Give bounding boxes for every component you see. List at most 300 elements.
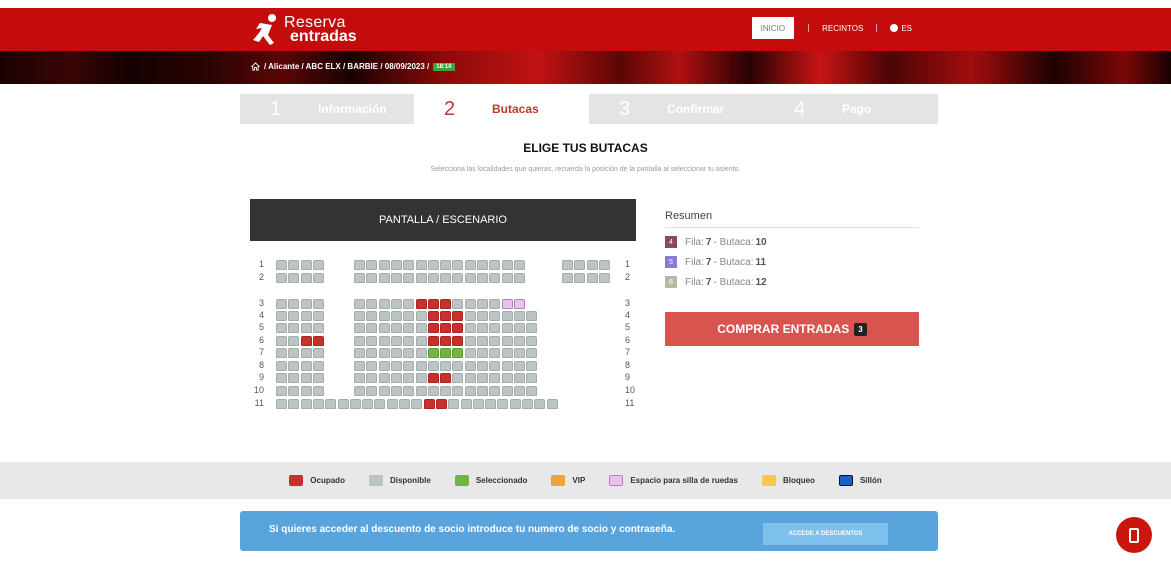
available-seat[interactable] (379, 361, 390, 371)
available-seat[interactable] (416, 348, 427, 358)
available-seat[interactable] (514, 273, 525, 283)
available-seat[interactable] (477, 373, 488, 383)
butaca-value: 10 (755, 236, 767, 248)
step-informacion[interactable] (240, 94, 414, 124)
available-seat[interactable] (514, 348, 525, 358)
page-title: ELIGE TUS BUTACAS (523, 141, 648, 155)
fila-label: Fila: (685, 256, 704, 268)
available-seat[interactable] (391, 299, 402, 309)
available-seat[interactable] (562, 273, 573, 283)
row-label-left: 9 (258, 372, 264, 382)
available-seat[interactable] (403, 260, 414, 270)
ticket-count-badge: 3 (854, 323, 866, 336)
page-subtitle: Selecciona las localidades que quieras, recuerda la posición de la pantalla al seleccionar tu asiento. (430, 166, 741, 173)
available-seat[interactable] (465, 299, 476, 309)
row-label-left: 1 (258, 259, 264, 269)
available-seat[interactable] (489, 260, 500, 270)
available-seat[interactable] (354, 386, 365, 396)
available-seat[interactable] (379, 311, 390, 321)
available-seat[interactable] (301, 323, 312, 333)
available-seat[interactable] (502, 323, 513, 333)
available-seat[interactable] (510, 399, 521, 409)
available-seat[interactable] (313, 323, 324, 333)
row-label-right: 11 (625, 398, 635, 408)
legend-label: Seleccionado (475, 476, 528, 485)
available-seat[interactable] (301, 311, 312, 321)
available-seat[interactable] (288, 348, 299, 358)
available-seat[interactable] (354, 336, 365, 346)
available-seat[interactable] (477, 386, 488, 396)
phone-icon (1129, 528, 1139, 543)
available-seat[interactable] (587, 273, 598, 283)
available-seat[interactable] (379, 323, 390, 333)
available-seat[interactable] (366, 361, 377, 371)
available-seat[interactable] (288, 323, 299, 333)
available-seat[interactable] (416, 311, 427, 321)
nav-language[interactable] (881, 17, 921, 39)
available-seat[interactable] (526, 373, 537, 383)
butaca-label: - Butaca: (713, 236, 754, 248)
nav-inicio[interactable]: INICIO (752, 17, 794, 39)
available-seat[interactable] (354, 323, 365, 333)
available-seat[interactable] (448, 399, 459, 409)
breadcrumb-banner (0, 51, 1171, 84)
available-seat[interactable] (354, 361, 365, 371)
legend-item-vip (551, 475, 585, 486)
available-seat[interactable] (477, 299, 488, 309)
available-seat[interactable] (502, 336, 513, 346)
available-seat[interactable] (526, 348, 537, 358)
available-seat[interactable] (514, 373, 525, 383)
nav-separator (876, 24, 877, 32)
selected-seat[interactable] (428, 348, 439, 358)
occupied-seat (424, 399, 435, 409)
available-seat[interactable] (452, 299, 463, 309)
legend-item-ocupado (289, 475, 345, 486)
available-seat[interactable] (502, 373, 513, 383)
available-seat[interactable] (276, 323, 287, 333)
available-seat[interactable] (587, 260, 598, 270)
available-seat[interactable] (574, 260, 585, 270)
available-seat[interactable] (526, 311, 537, 321)
available-seat[interactable] (354, 311, 365, 321)
available-seat[interactable] (489, 336, 500, 346)
buy-tickets-button[interactable] (665, 312, 919, 346)
available-seat[interactable] (477, 323, 488, 333)
available-seat[interactable] (288, 361, 299, 371)
member-discount-banner (240, 511, 938, 551)
available-seat[interactable] (477, 348, 488, 358)
available-seat[interactable] (514, 260, 525, 270)
available-seat[interactable] (276, 273, 287, 283)
available-seat[interactable] (403, 348, 414, 358)
available-seat[interactable] (288, 336, 299, 346)
seat-tag: 5 (665, 256, 677, 268)
available-seat[interactable] (489, 323, 500, 333)
legend-label: Espacio para silla de ruedas (630, 476, 738, 485)
available-seat[interactable] (514, 311, 525, 321)
available-seat[interactable] (301, 373, 312, 383)
available-seat[interactable] (440, 273, 451, 283)
available-seat[interactable] (502, 386, 513, 396)
legend-item-seleccionado (455, 475, 528, 486)
occupied-seat (301, 336, 312, 346)
available-seat[interactable] (477, 361, 488, 371)
available-seat[interactable] (489, 348, 500, 358)
available-seat[interactable] (276, 399, 287, 409)
available-seat[interactable] (403, 386, 414, 396)
available-seat[interactable] (366, 386, 377, 396)
available-seat[interactable] (514, 323, 525, 333)
available-seat[interactable] (489, 373, 500, 383)
available-seat[interactable] (379, 273, 390, 283)
available-seat[interactable] (301, 361, 312, 371)
available-seat[interactable] (362, 399, 373, 409)
available-seat[interactable] (276, 386, 287, 396)
available-seat[interactable] (452, 373, 463, 383)
available-seat[interactable] (465, 311, 476, 321)
available-seat[interactable] (366, 323, 377, 333)
butaca-label: - Butaca: (713, 276, 754, 288)
top-nav (752, 16, 921, 40)
available-seat-icon (369, 475, 383, 486)
available-seat[interactable] (497, 399, 508, 409)
wheelchair-space-seat (514, 299, 525, 309)
available-seat[interactable] (502, 361, 513, 371)
available-seat[interactable] (547, 399, 558, 409)
available-seat[interactable] (391, 373, 402, 383)
available-seat[interactable] (276, 348, 287, 358)
occupied-seat (436, 399, 447, 409)
available-seat[interactable] (276, 311, 287, 321)
running-man-logo-icon (250, 13, 280, 47)
available-seat[interactable] (379, 348, 390, 358)
available-seat[interactable] (366, 260, 377, 270)
legend-label: Disponible (389, 476, 431, 485)
row-label-right: 6 (625, 335, 631, 345)
available-seat[interactable] (354, 273, 365, 283)
mobile-phone-button[interactable] (1116, 517, 1152, 553)
occupied-seat (428, 373, 439, 383)
available-seat[interactable] (428, 273, 439, 283)
step-pago[interactable] (764, 94, 938, 124)
available-seat[interactable] (379, 260, 390, 270)
available-seat[interactable] (452, 273, 463, 283)
site-logo[interactable] (250, 11, 357, 49)
butaca-value: 12 (755, 276, 767, 288)
occupied-seat (452, 311, 463, 321)
available-seat[interactable] (374, 399, 385, 409)
fila-value: 7 (705, 256, 712, 268)
available-seat[interactable] (391, 260, 402, 270)
available-seat[interactable] (403, 299, 414, 309)
available-seat[interactable] (313, 311, 324, 321)
available-seat[interactable] (485, 399, 496, 409)
session-time-badge: 18:10 (433, 63, 454, 71)
row-label-right: 9 (625, 372, 631, 382)
selected-seat[interactable] (452, 348, 463, 358)
available-seat[interactable] (288, 299, 299, 309)
available-seat[interactable] (477, 273, 488, 283)
available-seat[interactable] (288, 311, 299, 321)
available-seat[interactable] (526, 336, 537, 346)
available-seat[interactable] (354, 299, 365, 309)
available-seat[interactable] (391, 386, 402, 396)
row-label-left: 5 (258, 322, 264, 332)
available-seat[interactable] (452, 386, 463, 396)
available-seat[interactable] (489, 299, 500, 309)
available-seat[interactable] (502, 348, 513, 358)
available-seat[interactable] (379, 386, 390, 396)
available-seat[interactable] (301, 348, 312, 358)
available-seat[interactable] (473, 399, 484, 409)
logo-line2: entradas (290, 28, 357, 45)
available-seat[interactable] (354, 260, 365, 270)
available-seat[interactable] (416, 260, 427, 270)
legend-label: Ocupado (310, 476, 345, 485)
row-label-left: 8 (258, 360, 264, 370)
available-seat[interactable] (313, 348, 324, 358)
available-seat[interactable] (502, 260, 513, 270)
logo-line1: Reserva (284, 14, 346, 31)
access-discounts-button[interactable]: ACCEDE A DESCUENTOS (763, 523, 888, 545)
row-label-right: 7 (625, 347, 631, 357)
step-label: Información (318, 102, 387, 116)
row-label-right: 5 (625, 322, 631, 332)
available-seat[interactable] (288, 399, 299, 409)
available-seat[interactable] (366, 273, 377, 283)
wheelchair-icon (609, 475, 623, 486)
available-seat[interactable] (416, 323, 427, 333)
available-seat[interactable] (379, 336, 390, 346)
step-label: Confirmar (667, 102, 725, 116)
available-seat[interactable] (428, 361, 439, 371)
row-label-right: 3 (625, 298, 631, 308)
available-seat[interactable] (313, 399, 324, 409)
available-seat[interactable] (403, 361, 414, 371)
available-seat[interactable] (354, 348, 365, 358)
available-seat[interactable] (288, 386, 299, 396)
seat-legend (0, 462, 1171, 499)
occupied-seat (452, 336, 463, 346)
summary-item (665, 236, 919, 248)
nav-recintos[interactable]: RECINTOS (822, 23, 864, 33)
wheelchair-space-seat (502, 299, 513, 309)
available-seat[interactable] (366, 311, 377, 321)
available-seat[interactable] (354, 373, 365, 383)
available-seat[interactable] (391, 323, 402, 333)
available-seat[interactable] (440, 361, 451, 371)
legend-label: VIP (572, 476, 586, 485)
available-seat[interactable] (313, 386, 324, 396)
step-label: Pago (842, 102, 872, 116)
available-seat[interactable] (350, 399, 361, 409)
available-seat[interactable] (514, 336, 525, 346)
available-seat[interactable] (366, 373, 377, 383)
occupied-seat (428, 311, 439, 321)
available-seat[interactable] (366, 348, 377, 358)
available-seat[interactable] (276, 336, 287, 346)
site-header (0, 8, 1171, 51)
available-seat[interactable] (465, 386, 476, 396)
available-seat[interactable] (416, 373, 427, 383)
occupied-seat (452, 323, 463, 333)
available-seat[interactable] (440, 386, 451, 396)
available-seat[interactable] (465, 361, 476, 371)
available-seat[interactable] (416, 361, 427, 371)
available-seat[interactable] (391, 336, 402, 346)
available-seat[interactable] (399, 399, 410, 409)
available-seat[interactable] (403, 336, 414, 346)
available-seat[interactable] (416, 273, 427, 283)
available-seat[interactable] (366, 336, 377, 346)
available-seat[interactable] (514, 361, 525, 371)
available-seat[interactable] (465, 373, 476, 383)
available-seat[interactable] (313, 299, 324, 309)
step-number: 2 (444, 97, 456, 120)
available-seat[interactable] (465, 260, 476, 270)
available-seat[interactable] (477, 336, 488, 346)
step-butacas[interactable] (414, 94, 589, 124)
available-seat[interactable] (338, 399, 349, 409)
available-seat[interactable] (379, 373, 390, 383)
available-seat[interactable] (391, 311, 402, 321)
available-seat[interactable] (522, 399, 533, 409)
globe-icon (890, 24, 898, 32)
available-seat[interactable] (391, 273, 402, 283)
available-seat[interactable] (428, 260, 439, 270)
member-discount-text: Si quieres acceder al descuento de socio introduce tu numero de socio y contraseña. (269, 524, 676, 535)
available-seat[interactable] (276, 361, 287, 371)
available-seat[interactable] (313, 373, 324, 383)
available-seat[interactable] (489, 311, 500, 321)
available-seat[interactable] (411, 399, 422, 409)
breadcrumb-path[interactable]: / Alicante / ABC ELX / BARBIE / 08/09/2023 / (264, 62, 430, 71)
available-seat[interactable] (288, 273, 299, 283)
available-seat[interactable] (599, 273, 610, 283)
available-seat[interactable] (440, 260, 451, 270)
available-seat[interactable] (477, 311, 488, 321)
step-number: 4 (794, 97, 806, 120)
available-seat[interactable] (465, 323, 476, 333)
step-label: Butacas (492, 102, 539, 116)
summary-heading: Resumen (665, 210, 919, 228)
row-label-right: 10 (625, 385, 636, 395)
row-label-left: 10 (253, 385, 264, 395)
available-seat[interactable] (403, 373, 414, 383)
available-seat[interactable] (276, 299, 287, 309)
available-seat[interactable] (477, 260, 488, 270)
occupied-seat (440, 373, 451, 383)
available-seat[interactable] (313, 260, 324, 270)
occupied-seat (428, 299, 439, 309)
blocked-seat-icon (762, 475, 776, 486)
row-label-right: 1 (625, 259, 631, 269)
fila-value: 7 (705, 236, 712, 248)
summary-item (665, 256, 919, 268)
available-seat[interactable] (288, 373, 299, 383)
legend-item-wheelchair (609, 475, 738, 486)
available-seat[interactable] (301, 260, 312, 270)
available-seat[interactable] (313, 361, 324, 371)
available-seat[interactable] (379, 299, 390, 309)
available-seat[interactable] (489, 361, 500, 371)
available-seat[interactable] (514, 386, 525, 396)
available-seat[interactable] (502, 311, 513, 321)
available-seat[interactable] (403, 273, 414, 283)
legend-label: Bloqueo (782, 476, 815, 485)
available-seat[interactable] (403, 323, 414, 333)
step-confirmar[interactable] (589, 94, 764, 124)
selected-seat[interactable] (440, 348, 451, 358)
vip-seat-icon (551, 475, 565, 486)
available-seat[interactable] (301, 299, 312, 309)
available-seat[interactable] (526, 323, 537, 333)
available-seat[interactable] (452, 361, 463, 371)
step-number: 1 (270, 97, 282, 120)
available-seat[interactable] (465, 273, 476, 283)
row-label-left: 2 (258, 272, 264, 282)
row-label-right: 8 (625, 360, 631, 370)
available-seat[interactable] (574, 273, 585, 283)
selected-seat-icon (455, 475, 469, 486)
row-label-right: 4 (625, 310, 631, 320)
legend-item-sillon (839, 475, 882, 486)
available-seat[interactable] (562, 260, 573, 270)
available-seat[interactable] (461, 399, 472, 409)
available-seat[interactable] (391, 348, 402, 358)
legend-item-bloqueo (762, 475, 815, 486)
available-seat[interactable] (313, 273, 324, 283)
available-seat[interactable] (416, 386, 427, 396)
available-seat[interactable] (387, 399, 398, 409)
available-seat[interactable] (534, 399, 545, 409)
available-seat[interactable] (325, 399, 336, 409)
available-seat[interactable] (301, 386, 312, 396)
available-seat[interactable] (428, 386, 439, 396)
available-seat[interactable] (276, 260, 287, 270)
fila-value: 7 (705, 276, 712, 288)
available-seat[interactable] (489, 273, 500, 283)
available-seat[interactable] (599, 260, 610, 270)
available-seat[interactable] (526, 386, 537, 396)
available-seat[interactable] (391, 361, 402, 371)
available-seat[interactable] (502, 273, 513, 283)
available-seat[interactable] (301, 399, 312, 409)
available-seat[interactable] (403, 311, 414, 321)
available-seat[interactable] (465, 336, 476, 346)
occupied-seat (440, 311, 451, 321)
available-seat[interactable] (301, 273, 312, 283)
occupied-seat (440, 336, 451, 346)
row-label-left: 11 (254, 398, 264, 408)
available-seat[interactable] (288, 260, 299, 270)
nav-separator (808, 24, 809, 32)
available-seat[interactable] (452, 260, 463, 270)
row-label-left: 7 (258, 347, 264, 357)
available-seat[interactable] (465, 348, 476, 358)
available-seat[interactable] (526, 361, 537, 371)
available-seat[interactable] (276, 373, 287, 383)
available-seat[interactable] (366, 299, 377, 309)
legend-label: Sillón (859, 476, 882, 485)
available-seat[interactable] (489, 386, 500, 396)
checkout-steps (240, 94, 938, 124)
row-label-left: 6 (258, 335, 264, 345)
legend-item-disponible (369, 475, 431, 486)
home-icon[interactable] (251, 62, 260, 71)
available-seat[interactable] (416, 336, 427, 346)
